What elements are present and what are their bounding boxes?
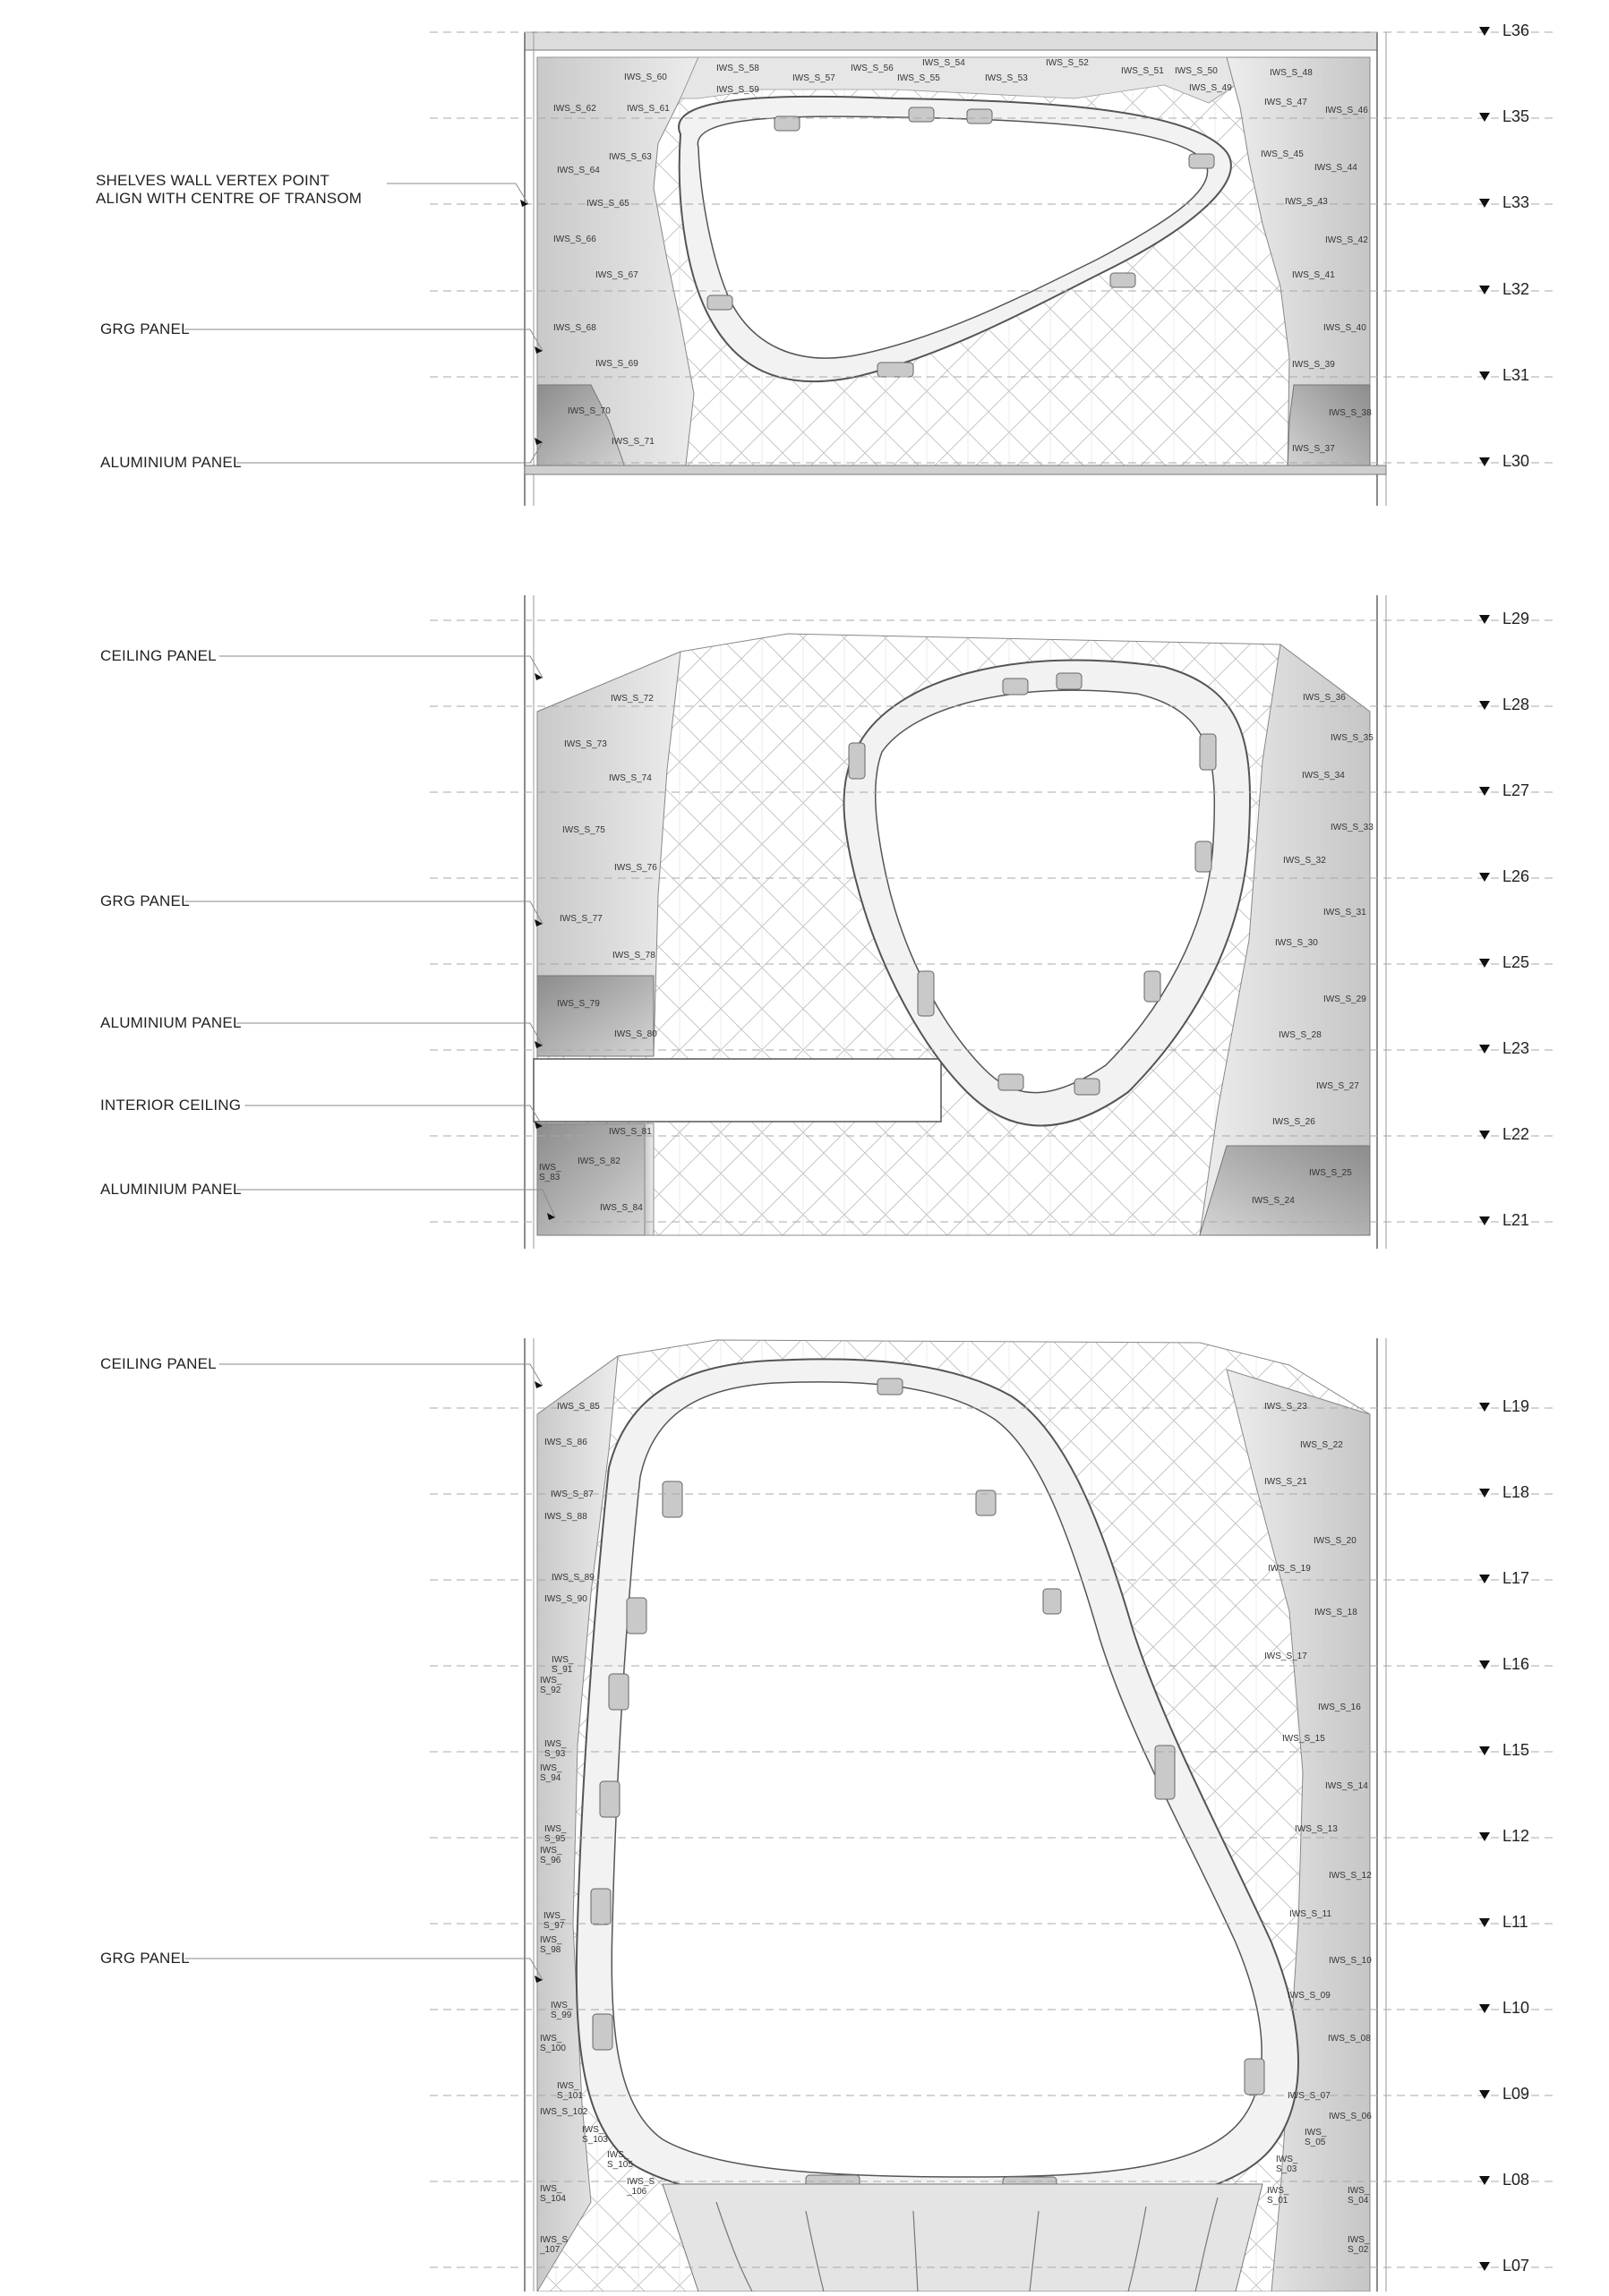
panel-label: IWS_S_44 xyxy=(1314,163,1357,173)
panel-label: IWS_S_89 xyxy=(552,1573,595,1583)
panel-label: IWS_S_18 xyxy=(1314,1608,1357,1617)
panel-label: IWS_S_80 xyxy=(614,1029,657,1039)
level-label: L33 xyxy=(1502,193,1530,211)
leader-line xyxy=(245,1105,543,1126)
leader-line xyxy=(219,656,543,678)
level-label: L09 xyxy=(1502,2085,1530,2103)
panel-label: IWS_S_73 xyxy=(564,739,607,749)
panel-label: IWS_S_43 xyxy=(1285,197,1328,207)
panel-label: IWS_ S_100 xyxy=(540,2034,566,2053)
panel-label: IWS_S_71 xyxy=(612,437,655,447)
panel-label: IWS_S_54 xyxy=(922,58,965,68)
panel-label: IWS_ S_93 xyxy=(544,1739,567,1759)
level-marker-icon xyxy=(1479,113,1490,122)
level-label: L23 xyxy=(1502,1039,1530,1057)
panel-label: IWS_ S_83 xyxy=(539,1163,561,1182)
level-marker-icon xyxy=(1479,2262,1490,2271)
panel-label: IWS_S_57 xyxy=(792,73,835,83)
panel-label: IWS_S_34 xyxy=(1302,771,1345,781)
annotation-label: GRG PANEL xyxy=(100,892,190,909)
level-label: L28 xyxy=(1502,696,1530,713)
panel-label: IWS_S_27 xyxy=(1316,1081,1359,1091)
annotation-label: ALUMINIUM PANEL xyxy=(100,1014,242,1031)
panel-label: IWS_S_16 xyxy=(1318,1703,1361,1712)
panel-label: IWS_S_38 xyxy=(1329,408,1372,418)
level-marker-icon xyxy=(1479,1575,1490,1583)
panel-label: IWS_S_19 xyxy=(1268,1564,1311,1574)
level-label: L15 xyxy=(1502,1741,1530,1759)
panel-label: IWS_S_49 xyxy=(1189,83,1232,93)
panel-label: IWS_S_42 xyxy=(1325,235,1368,245)
panel-label: IWS_S_58 xyxy=(716,64,759,73)
section-lower xyxy=(525,1338,1386,2292)
level-marker-icon xyxy=(1479,615,1490,624)
level-marker-icon xyxy=(1479,371,1490,380)
level-marker-icon xyxy=(1479,1403,1490,1412)
panel-label: IWS_ S_91 xyxy=(552,1655,574,1675)
level-marker-icon xyxy=(1479,2176,1490,2185)
panel-label: IWS_ S_03 xyxy=(1276,2155,1298,2174)
panel-label: IWS_S_70 xyxy=(568,406,611,416)
panel-label: IWS_S_85 xyxy=(557,1402,600,1412)
leader-line xyxy=(184,901,543,924)
panel-label: IWS_S_61 xyxy=(627,104,670,114)
level-marker-icon xyxy=(1479,457,1490,466)
panel-label: IWS_S_26 xyxy=(1272,1117,1315,1127)
panel-label: IWS_S_20 xyxy=(1314,1536,1357,1546)
panel-label: IWS_ S_104 xyxy=(540,2184,566,2204)
level-label: L27 xyxy=(1502,781,1530,799)
panel-label: IWS_S_50 xyxy=(1175,66,1218,76)
level-label: L07 xyxy=(1502,2257,1530,2275)
level-label: L17 xyxy=(1502,1569,1530,1587)
panel-label: IWS_S_10 xyxy=(1329,1956,1372,1966)
leader-line xyxy=(236,442,543,463)
panel-label: IWS_S_52 xyxy=(1046,58,1089,68)
panel-label: IWS_S_72 xyxy=(611,694,654,704)
panel-label: IWS_S_14 xyxy=(1325,1781,1368,1791)
level-label: L36 xyxy=(1502,21,1530,39)
annotation-label: ALUMINIUM PANEL xyxy=(100,1181,242,1198)
panel-label: IWS_S_75 xyxy=(562,825,605,835)
level-label: L31 xyxy=(1502,366,1530,384)
annotation-label: CEILING PANEL xyxy=(100,647,217,664)
panel-label: IWS_S_77 xyxy=(560,914,603,924)
level-marker-icon xyxy=(1479,1489,1490,1498)
level-marker-icon xyxy=(1479,1131,1490,1139)
panel-label: IWS_S_47 xyxy=(1264,98,1307,107)
level-marker-icon xyxy=(1479,701,1490,710)
level-label: L19 xyxy=(1502,1397,1530,1415)
panel-label: IWS_S_74 xyxy=(609,773,652,783)
panel-label: IWS_S_84 xyxy=(600,1203,643,1213)
panel-label: IWS_S_23 xyxy=(1264,1402,1307,1412)
leader-line xyxy=(219,1364,543,1386)
panel-label: IWS_S_67 xyxy=(595,270,638,280)
panel-label: IWS_S_29 xyxy=(1323,994,1366,1004)
panel-label: IWS_ S_101 xyxy=(557,2081,583,2101)
level-label: L16 xyxy=(1502,1655,1530,1673)
level-marker-icon xyxy=(1479,959,1490,968)
panel-label: IWS_ S_94 xyxy=(540,1763,562,1783)
panel-label: IWS_S_15 xyxy=(1282,1734,1325,1744)
level-marker-icon xyxy=(1479,286,1490,294)
panel-label: IWS_ S_95 xyxy=(544,1824,567,1844)
level-label: L18 xyxy=(1502,1483,1530,1501)
panel-label: IWS_S_21 xyxy=(1264,1477,1307,1487)
level-label: L11 xyxy=(1502,1913,1528,1931)
panel-label: IWS_S_90 xyxy=(544,1594,587,1604)
annotation-label: GRG PANEL xyxy=(100,320,190,337)
panel-label: IWS_S_07 xyxy=(1288,2091,1331,2101)
panel-label: IWS_S_62 xyxy=(553,104,596,114)
annotation-label: GRG PANEL xyxy=(100,1950,190,1967)
level-label: L21 xyxy=(1502,1211,1530,1229)
panel-label: IWS_S_36 xyxy=(1303,693,1346,703)
level-label: L32 xyxy=(1502,280,1530,298)
level-label: L08 xyxy=(1502,2171,1530,2189)
annotation-label: SHELVES WALL VERTEX POINT ALIGN WITH CENTRE OF TRANSOM xyxy=(96,172,363,207)
level-marker-icon xyxy=(1479,787,1490,796)
leader-line xyxy=(387,184,528,204)
level-label: L35 xyxy=(1502,107,1530,125)
panel-label: IWS_S_82 xyxy=(578,1157,620,1166)
level-label: L26 xyxy=(1502,867,1530,885)
panel-label: IWS_S_45 xyxy=(1261,149,1304,159)
panel-label: IWS_ S_96 xyxy=(540,1846,562,1865)
panel-label: IWS_S_33 xyxy=(1331,823,1374,832)
panel-label: IWS_S_46 xyxy=(1325,106,1368,115)
panel-label: IWS_ S_92 xyxy=(540,1676,562,1695)
panel-label: IWS_S_11 xyxy=(1289,1909,1332,1919)
panel-label: IWS_ S_97 xyxy=(543,1911,566,1931)
level-marker-icon xyxy=(1479,2004,1490,2013)
panel-label: IWS_S_76 xyxy=(614,863,657,873)
leader-line xyxy=(236,1190,555,1217)
panel-label: IWS_S_55 xyxy=(897,73,940,83)
panel-label: IWS_ S_05 xyxy=(1305,2128,1327,2147)
panel-label: IWS_S_53 xyxy=(985,73,1028,83)
panel-label: IWS_S_35 xyxy=(1331,733,1374,743)
panel-label: IWS_S_56 xyxy=(851,64,894,73)
panel-label: IWS_S_86 xyxy=(544,1438,587,1447)
leader-arrow-icon xyxy=(535,1381,543,1388)
panel-label: IWS_S _106 xyxy=(627,2177,655,2197)
level-label: L12 xyxy=(1502,1827,1530,1845)
level-marker-icon xyxy=(1479,2090,1490,2099)
panel-label: IWS_S_81 xyxy=(609,1127,652,1137)
leader-line xyxy=(236,1023,543,1046)
level-marker-icon xyxy=(1479,1918,1490,1927)
panel-label: IWS_ S_99 xyxy=(551,2001,573,2020)
panel-label: IWS_S_88 xyxy=(544,1512,587,1522)
panel-label: IWS_S_13 xyxy=(1295,1824,1338,1834)
annotation-label: CEILING PANEL xyxy=(100,1355,217,1372)
panel-label: IWS_S_66 xyxy=(553,235,596,244)
panel-label: IWS_S_28 xyxy=(1279,1030,1322,1040)
level-marker-icon xyxy=(1479,27,1490,36)
level-marker-icon xyxy=(1479,1045,1490,1054)
panel-label: IWS_S_63 xyxy=(609,152,652,162)
panel-label: IWS_S_87 xyxy=(551,1489,594,1499)
level-label: L10 xyxy=(1502,1999,1530,2017)
panel-label: IWS_S_68 xyxy=(553,323,596,333)
panel-label: IWS_S_08 xyxy=(1328,2034,1371,2044)
panel-label: IWS_S_59 xyxy=(716,85,759,95)
level-label: L29 xyxy=(1502,610,1530,627)
level-marker-icon xyxy=(1479,1216,1490,1225)
section-middle xyxy=(525,595,1386,1249)
annotation-label: ALUMINIUM PANEL xyxy=(100,454,242,471)
panel-label: IWS_S_12 xyxy=(1329,1871,1372,1881)
panel-label: IWS_S_60 xyxy=(624,73,667,82)
panel-label: IWS_S_31 xyxy=(1323,908,1366,918)
leader-line xyxy=(184,1959,543,1980)
panel-label: IWS_S_25 xyxy=(1309,1168,1352,1178)
panel-label: IWS_S_41 xyxy=(1292,270,1335,280)
panel-label: IWS_S_17 xyxy=(1264,1652,1307,1661)
level-marker-icon xyxy=(1479,1660,1490,1669)
panel-label: IWS_S_64 xyxy=(557,166,600,175)
panel-label: IWS_S_102 xyxy=(540,2107,588,2117)
panel-label: IWS_S_65 xyxy=(586,199,629,209)
level-label: L25 xyxy=(1502,953,1530,971)
level-label: L22 xyxy=(1502,1125,1530,1143)
panel-label: IWS_S_22 xyxy=(1300,1440,1343,1450)
level-marker-icon xyxy=(1479,1832,1490,1841)
panel-label: IWS_ S_105 xyxy=(607,2150,633,2170)
level-label: L30 xyxy=(1502,452,1530,470)
panel-label: IWS_ S_103 xyxy=(582,2125,608,2145)
panel-label: IWS_S_37 xyxy=(1292,444,1335,454)
panel-label: IWS_S_24 xyxy=(1252,1196,1295,1206)
panel-label: IWS_S _107 xyxy=(540,2235,569,2255)
panel-label: IWS_ S_02 xyxy=(1348,2235,1370,2255)
annotation-label: INTERIOR CEILING xyxy=(100,1097,242,1114)
panel-label: IWS_S_40 xyxy=(1323,323,1366,333)
panel-label: IWS_S_51 xyxy=(1121,66,1164,76)
panel-label: IWS_S_30 xyxy=(1275,938,1318,948)
panel-label: IWS_S_39 xyxy=(1292,360,1335,370)
level-marker-icon xyxy=(1479,199,1490,208)
level-marker-icon xyxy=(1479,1746,1490,1755)
panel-label: IWS_ S_04 xyxy=(1348,2186,1370,2206)
panel-label: IWS_S_32 xyxy=(1283,856,1326,866)
panel-label: IWS_S_06 xyxy=(1329,2112,1372,2121)
panel-label: IWS_S_69 xyxy=(595,359,638,369)
leader-arrow-icon xyxy=(535,673,543,680)
leader-line xyxy=(184,329,543,351)
panel-label: IWS_S_09 xyxy=(1288,1991,1331,2001)
panel-label: IWS_S_78 xyxy=(612,951,655,960)
level-marker-icon xyxy=(1479,873,1490,882)
panel-label: IWS_S_48 xyxy=(1270,68,1313,78)
panel-label: IWS_ S_01 xyxy=(1267,2186,1289,2206)
panel-label: IWS_S_79 xyxy=(557,999,600,1009)
panel-label: IWS_ S_98 xyxy=(540,1935,562,1955)
